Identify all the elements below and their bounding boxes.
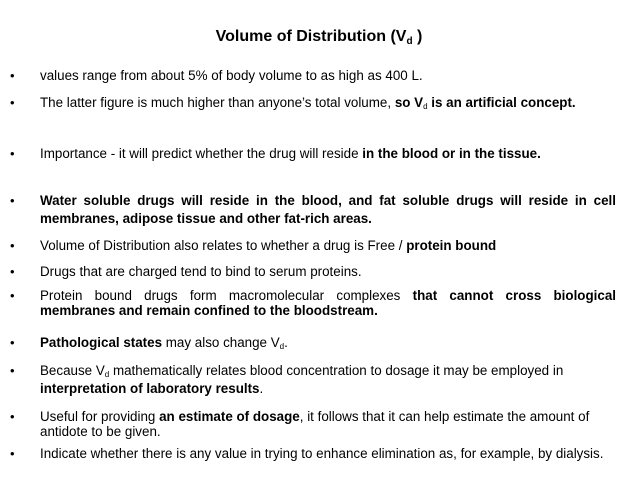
bullet-text: Protein bound drugs form macromolecular complexes that cannot cross biological membranes and remain confined to the bloodstream.	[40, 288, 616, 318]
bullet-icon: •	[10, 193, 15, 208]
list-item	[10, 334, 616, 352]
bullet-icon: •	[10, 264, 15, 279]
list-item	[10, 362, 616, 398]
bullet-text: Importance - it will predict whether the drug will reside in the blood or in the tissue.	[40, 146, 541, 161]
bullet-text: The latter figure is much higher than anyone’s total volume, so $V_d$ is an artificial concept.	[40, 95, 576, 111]
bullet-icon: •	[10, 409, 15, 424]
bullet-icon: •	[10, 146, 15, 161]
bullet-icon: •	[10, 68, 15, 83]
bullet-text: Useful for providing an estimate of dosage, it follows that it can help estimate the amount of antidote to be given.	[40, 409, 590, 439]
title-close: )	[412, 28, 423, 45]
title-subscript: d	[406, 36, 413, 47]
list-item	[10, 67, 616, 85]
bullet-icon: •	[10, 288, 15, 303]
title-text: Volume of Distribution (V	[215, 28, 407, 45]
bullet-icon: •	[10, 335, 15, 350]
list-item	[10, 94, 616, 112]
list-item	[10, 409, 616, 439]
list-item	[10, 288, 616, 318]
bullet-text: Drugs that are charged tend to bind to serum proteins.	[40, 264, 362, 279]
bullet-text: Indicate whether there is any value in trying to enhance elimination as, for example, by dialysis.	[40, 446, 604, 461]
slide-title	[0, 27, 638, 47]
list-item	[10, 145, 616, 163]
bullet-text: Because $V_d$ mathematically relates blood concentration to dosage it may be employed in interpretation of laboratory results.	[40, 363, 564, 396]
list-item	[10, 237, 616, 255]
list-item	[10, 446, 616, 461]
bullet-icon: •	[10, 446, 15, 461]
bullet-icon: •	[10, 363, 15, 378]
bullet-text: Volume of Distribution also relates to whether a drug is Free / protein bound	[40, 238, 497, 253]
list-item	[10, 192, 616, 228]
bullet-text: Pathological states may also change $V_d$.	[40, 335, 288, 351]
bullet-text: Water soluble drugs will reside in the blood, and fat soluble drugs will reside in cell membranes, adipose tissue and other fat-rich areas.	[40, 193, 616, 226]
bullet-icon: •	[10, 95, 15, 110]
bullet-text: values range from about 5% of body volume to as high as 400 L.	[40, 68, 423, 83]
bullet-icon: •	[10, 238, 15, 253]
list-item	[10, 263, 616, 281]
